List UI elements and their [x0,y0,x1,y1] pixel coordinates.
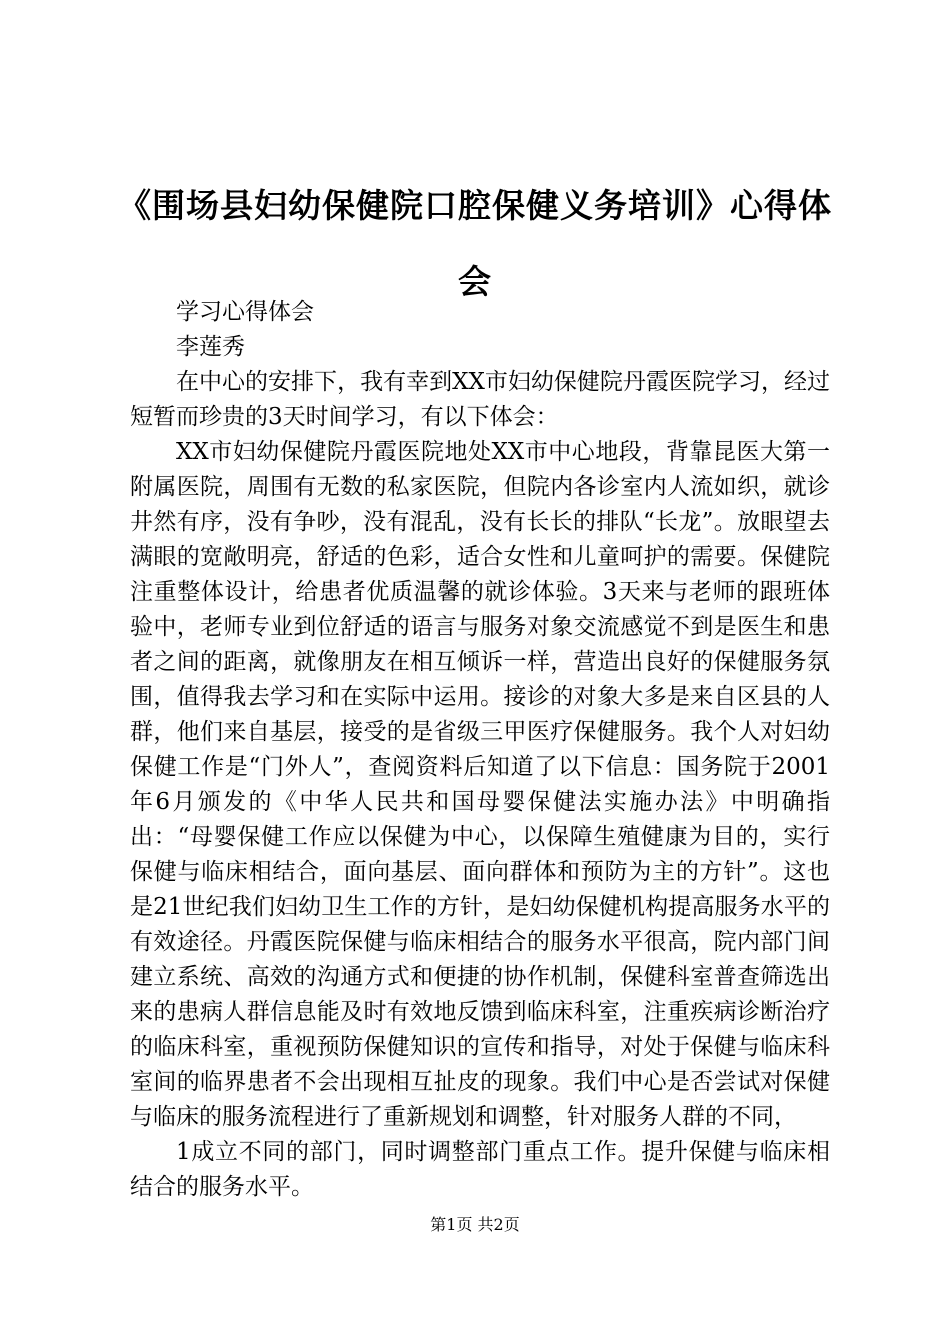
paragraph-main: XX市妇幼保健院丹霞医院地处XX市中心地段，背靠昆医大第一附属医院，周围有无数的私家医院，但院内各诊室内人流如织，就诊井然有序，没有争吵，没有混乱，没有长长的排队“长龙”。放眼望去满眼的宽敞明亮，舒适的色彩，适合女性和儿童呵护的需要。保健院注重整体设计，给患者优质温馨的就诊体验。3天来与老师的跟班体验中，老师专业到位舒适的语言与服务对象交流感觉不到是医生和患者之间的距离，就像朋友在相互倾诉一样，营造出良好的保健服务氛围，值得我去学习和在实际中运用。接诊的对象大多是来自区县的人群，他们来自基层，接受的是省级三甲医疗保健服务。我个人对妇幼保健工作是“门外人”，查阅资料后知道了以下信息：国务院于2001年6月颁发的《中华人民共和国母婴保健法实施办法》中明确指出：“母婴保健工作应以保健为中心，以保障生殖健康为目的，实行保健与临床相结合，面向基层、面向群体和预防为主的方针”。这也是21世纪我们妇幼卫生工作的方针，是妇幼保健机构提高服务水平的有效途径。丹霞医院保健与临床相结合的服务水平很高，院内部门间建立系统、高效的沟通方式和便捷的协作机制，保健科室普查筛选出来的患病人群信息能及时有效地反馈到临床科室，注重疾病诊断治疗的临床科室，重视预防保健知识的宣传和指导，对处于保健与临床科室间的临界患者不会出现相互扯皮的现象。我们中心是否尝试对保健与临床的服务流程进行了重新规划和调整，针对服务人群的不同， [130,439,830,1130]
document-body [130,295,830,1205]
paragraph-author: 李莲秀 [176,334,245,360]
paragraph-point-1: 1成立不同的部门，同时调整部门重点工作。提升保健与临床相结合的服务水平。 [130,1139,830,1200]
document-title: 《围场县妇幼保健院口腔保健义务培训》心得体会 [118,186,832,301]
page-footer: 第1页 共2页 [430,1215,520,1234]
paragraph-heading: 学习心得体会 [176,299,314,325]
paragraph-intro: 在中心的安排下，我有幸到XX市妇幼保健院丹霞医院学习，经过短暂而珍贵的3天时间学习，有以下体会： [130,369,830,430]
